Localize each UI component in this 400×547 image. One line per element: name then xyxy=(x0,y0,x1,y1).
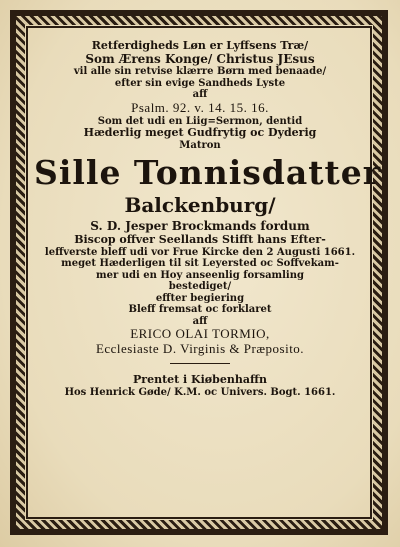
body-line-8: Bleff fremsat oc forklaret xyxy=(128,304,272,316)
body-line-4: meget Hæderligen til sit Leyersted oc Soffvekam- xyxy=(61,258,339,270)
heading-line-1: Retferdigheds Løn er Lyffsens Træ/ xyxy=(91,39,309,52)
imprint-place: Prentet i Kiøbenhaffn xyxy=(133,372,267,386)
body-line-6: bestediget/ xyxy=(168,281,232,293)
scripture-reference: Psalm. 92. v. 14. 15. 16. xyxy=(131,99,269,115)
body-line-1: S. D. Jesper Brockmands fordum xyxy=(90,219,310,234)
title-text-block xyxy=(34,36,382,514)
imprint-printer: Hos Henrick Gøde/ K.M. oc Univers. Bogt. 1661. xyxy=(64,386,336,398)
heading-line-3: vil alle sin retvise klærre Børn med benaade/ xyxy=(73,66,327,78)
heading-line-4: efter sin evige Sandheds Lyste xyxy=(114,77,286,89)
heading-line-9: Matron xyxy=(179,140,221,152)
body-line-3: leffverste bleff udi vor Frue Kircke den 2 Augusti 1661. xyxy=(44,246,356,258)
heading-line-5: aff xyxy=(192,89,208,101)
heading-line-7: Som det udi en Liig=Sermon, dentid xyxy=(97,115,303,127)
divider-rule xyxy=(170,363,230,364)
body-line-9: aff xyxy=(192,315,208,327)
author-title: Ecclesiaste D. Virginis & Præposito. xyxy=(95,341,305,357)
body-line-7: effter begiering xyxy=(155,292,245,304)
body-line-5: mer udi en Hoy anseenlig forsamling xyxy=(96,269,304,281)
author-name: ERICO OLAI TORMIO, xyxy=(130,326,270,342)
body-line-2: Biscop offver Seellands Stifft hans Efter- xyxy=(74,232,326,246)
heading-line-2: Som Ærens Konge/ Christus JEsus xyxy=(85,51,315,66)
deceased-surname: Balckenburg/ xyxy=(124,193,276,218)
deceased-name: Sille Tonnisdatter xyxy=(34,152,382,192)
heading-line-8: Hæderlig meget Gudfrytig oc Dyderig xyxy=(83,126,317,140)
